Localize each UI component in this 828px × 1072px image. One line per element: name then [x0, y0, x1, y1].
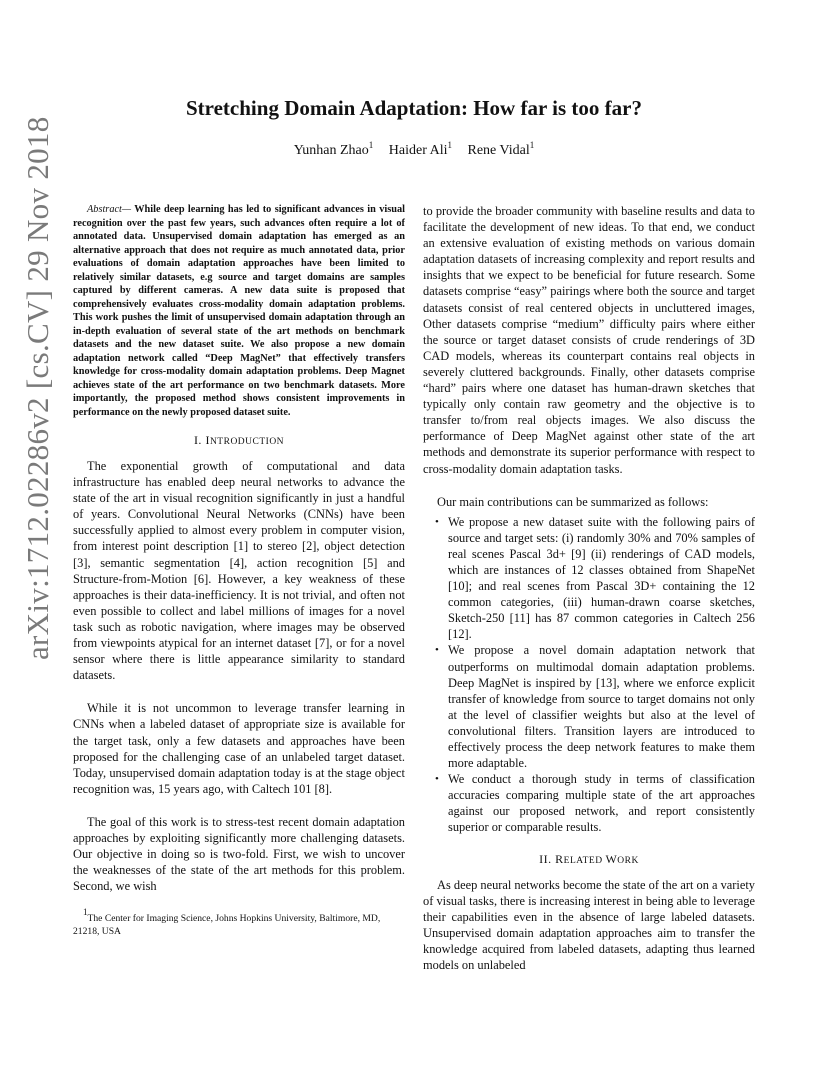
affiliation-footnote: $^1$The Center for Imaging Science, Johns Hopkins University, Baltimore, MD, 21218, USA	[73, 907, 381, 938]
bullet-icon: •	[435, 515, 439, 528]
right-column	[423, 203, 755, 973]
intro-continuation: to provide the broader community with baseline results and data to facilitate the development of new ideas. To that end, we conduct an extensive evaluation of existing methods on various domain adaptation datasets of increasing complexity and report results and insights that we expect to be beneficial for future research. Some datasets comprise “easy” pairings where both the source and target datasets consist of real centered objects in uncluttered images, Other datasets comprise “medium” difficulty pairs where either the source or target dataset consists of crude renderings of 3D CAD models, whereas its counterpart contains real objects in severely cluttered backgrounds. Finally, other datasets comprise “hard” pairs where one dataset has human-drawn sketches that typically only contain raw geometry and the objective is to transfer to/from real objects images. We also discuss the performance of Deep MagNet against other state of the art methods and demonstrate its superior performance with respect to cross-modality domain adaptation tasks.	[423, 204, 755, 476]
left-column	[73, 203, 405, 939]
abstract-text: While deep learning has led to significant advances in visual recognition over the past few years, such advances often require a lot of annotated data. Unsupervised domain adaptation has emerged as an alternative approach that does not require as much annotated data, prior evaluations of domain adaptation approaches have been limited to relatively similar datasets, e.g source and target domains are samples captured by different cameras. A new data suite is proposed that comprehensively evaluates cross-modality domain adaptation problems. This work pushes the limit of unsupervised domain adaptation through an in-depth evaluation of several state of the art methods on benchmark datasets and the new dataset suite. We also propose a new domain adaptation network called “Deep MagNet” that effectively transfers knowledge for cross-modality domain adaptation problems. Deep Magnet achieves state of the art performance on two benchmark datasets. More importantly, the proposed method shows consistent improvements in performance on the newly proposed dataset suite.	[73, 204, 405, 418]
related-work-paragraph: As deep neural networks become the state of the art on a variety of visual tasks, there is increasing interest in being able to leverage their capabilities even in the absence of large labeled datasets. Unsupervised domain adaptation approaches aim to transfer the knowledge acquired from labeled datasets, adapting thus learned models on unlabeled	[423, 877, 755, 973]
contributions-list	[423, 514, 755, 836]
bullet-icon: •	[435, 644, 439, 657]
intro-paragraph: While it is not uncommon to leverage transfer learning in CNNs when a labeled dataset of appropriate size is available for the target task, only a few datasets and approaches have been proposed for the challenging case of an unlabeled target dataset. Today, unsupervised domain adaptation today is at the stage object recognition was, 15 years ago, with Caltech 101 [8].	[73, 701, 405, 796]
section-heading-introduction: I. INTRODUCTION	[193, 433, 285, 447]
abstract-lead: Abstract—	[87, 204, 132, 215]
list-item: • We propose a new dataset suite with the following pairs of source and target sets: (i) randomly 30% and 70% samples of real scenes Pascal 3d+ [9] (ii) renderings of CAD models, which are instances of 12 classes obtained from ShapeNet [10]; and real scenes from Pascal 3D+ containing the 12 common categories, (iii) human-drawn coarse sketches, Sketch-250 [11] has 87 common categories in Caltech 256 [12].	[435, 514, 755, 642]
abstract	[73, 203, 405, 419]
contributions-intro: Our main contributions can be summarized as follows:	[437, 494, 709, 509]
list-item: • We conduct a thorough study in terms of classification accuracies comparing multiple state of the art approaches against our proposed network, and report consistently superior or comparable results.	[435, 772, 755, 835]
author: Yunhan Zhao$^1$	[293, 140, 374, 158]
list-item: • We propose a novel domain adaptation network that outperforms on multimodal domain adaptation problems. Deep MagNet is inspired by [13], where we enforce explicit transfer of knowledge from source to target domains not only at the level of classifier weights but also at the level of convolutional filters. Transition layers are introduced to effectively process the deep network features to make them more adaptable.	[435, 643, 755, 771]
paper-title: Stretching Domain Adaptation: How far is too far?	[186, 96, 642, 120]
arxiv-stamp: arXiv:1712.02286v2 [cs.CV] 29 Nov 2018	[20, 116, 55, 660]
section-heading-related-work: II. RELATED WORK	[539, 851, 639, 866]
author: Haider Ali$^1$	[388, 140, 452, 158]
author: Rene Vidal$^1$	[467, 140, 535, 158]
author-list	[0, 140, 828, 159]
intro-paragraph: The exponential growth of computational and data infrastructure has enabled deep neural networks to advance the state of the art in visual recognition significantly in just a handful of years. Convolutional Neural Networks (CNNs) have been successfully applied to almost every problem in computer vision, from interest point description [1] to stereo [2], object detection [3], semantic segmentation [4], action recognition [5] and Structure-from-Motion [6]. However, a key weakness of these approaches is their data-inefficiency. It is not trivial, and often not even possible to collect and label millions of images for a novel task such as robotic navigation, where images may be observed from viewpoints atypical for an internet dataset [7], or for a novel sensor where there is little appearance similarity to standard datasets.	[73, 459, 405, 683]
intro-paragraph: The goal of this work is to stress-test recent domain adaptation approaches by exploiting significantly more challenging datasets. Our objective in doing so is two-fold. First, we wish to uncover the weaknesses of the state of the art methods for this problem. Second, we wish	[73, 814, 405, 894]
bullet-icon: •	[435, 773, 439, 786]
